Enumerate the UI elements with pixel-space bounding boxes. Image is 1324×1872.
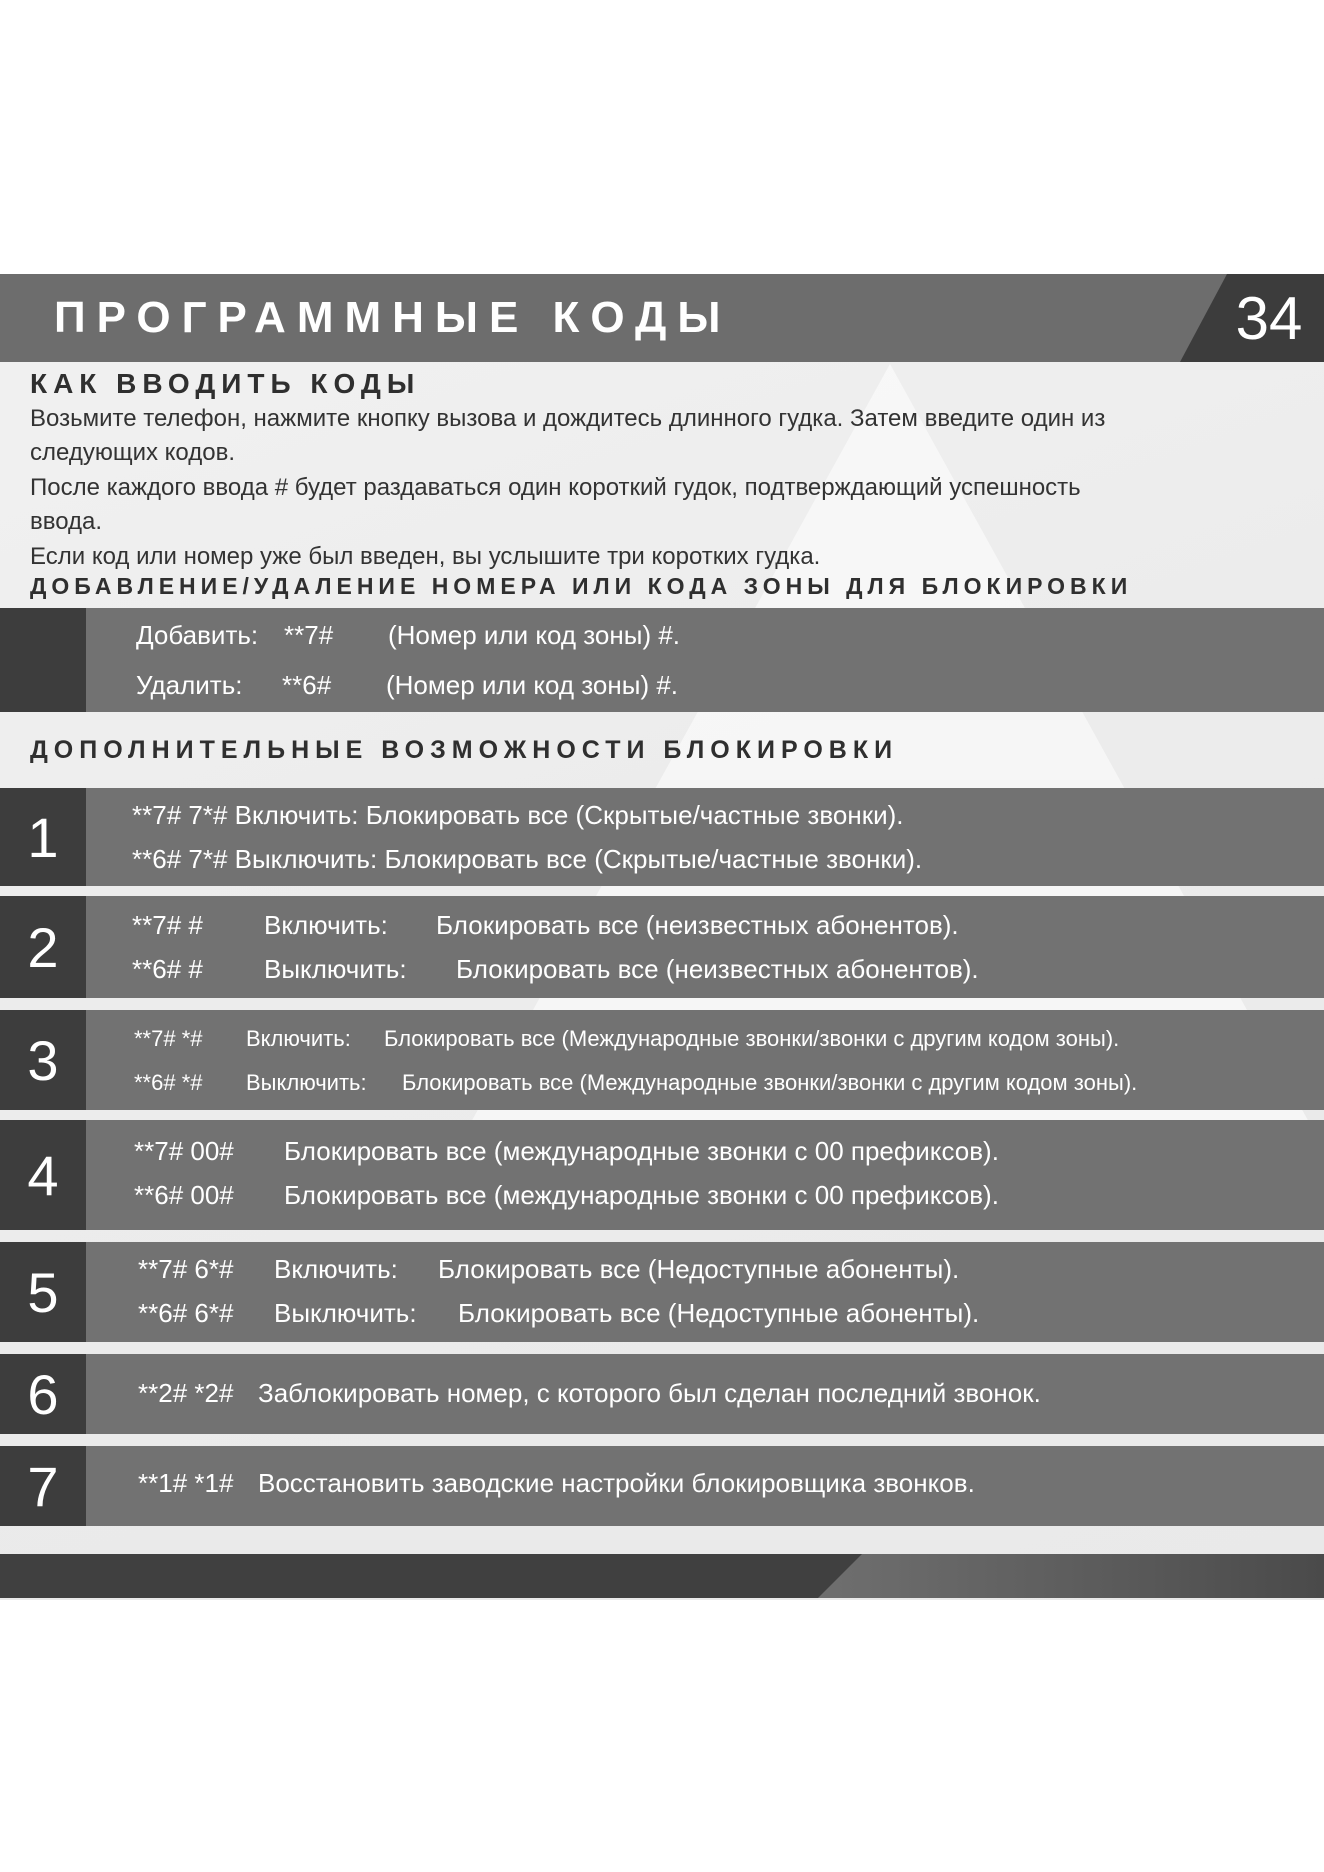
option-line [132,952,979,986]
option-row-6 [0,1354,1324,1434]
how-to-line: Если код или номер уже был введен, вы услышите три коротких гудка. [30,543,821,570]
footer-bar [0,1554,1324,1598]
description: Блокировать все (неизвестных абонентов). [456,954,979,984]
page-number: 34 [1235,285,1303,352]
description: Блокировать все (Скрытые/частные звонки). [384,844,923,874]
remove-code: **6# [282,670,332,700]
code: **7# # [132,910,203,940]
add-label: Добавить: [136,620,259,650]
action: Включить: [246,1026,351,1051]
code: **1# *1# [138,1468,234,1498]
code: **6# *# [134,1070,203,1095]
option-number: 2 [0,896,86,998]
code: **6# 00# [134,1180,234,1210]
option-line [134,1022,1119,1056]
add-code: **7# [284,620,334,650]
action: Включить: [234,800,359,830]
option-line [132,842,922,876]
how-to-line: ввода. [30,508,103,535]
option-line [138,1296,979,1330]
footer-accent [818,1554,1324,1598]
how-to-line: После каждого ввода # будет раздаваться один короткий гудок, подтверждающий успешность [30,474,1081,501]
option-number: 6 [0,1354,86,1434]
how-to-heading: КАК ВВОДИТЬ КОДЫ [30,368,421,399]
description: Заблокировать номер, с которого был сделан последний звонок. [258,1378,1041,1408]
option-number: 1 [0,788,86,886]
option-row-3 [0,1010,1324,1110]
code: **2# *2# [138,1378,234,1408]
action: Выключить: [234,844,378,874]
option-number: 7 [0,1446,86,1526]
page-title: ПРОГРАММНЫЕ КОДЫ [54,293,732,342]
action: Выключить: [264,954,407,984]
option-line [132,798,903,832]
remove-line [136,668,678,702]
option-number: 3 [0,1010,86,1110]
add-remove-block [0,608,1324,712]
description: Блокировать все (международные звонки с 00 префиксов). [284,1136,999,1166]
description: Блокировать все (Недоступные абоненты). [458,1298,980,1328]
how-to-line: следующих кодов. [30,439,236,466]
code: **6# 7*# [132,844,228,874]
code: **7# 00# [134,1136,234,1166]
remove-label: Удалить: [136,670,243,700]
remove-text: (Номер или код зоны) #. [386,670,679,700]
option-line [132,908,959,942]
option-number: 5 [0,1242,86,1342]
description: Блокировать все (Скрытые/частные звонки). [365,800,904,830]
description: Блокировать все (Недоступные абоненты). [438,1254,960,1284]
add-remove-heading: ДОБАВЛЕНИЕ/УДАЛЕНИЕ НОМЕРА ИЛИ КОДА ЗОНЫ ДЛЯ БЛОКИРОВКИ [30,573,1133,599]
code: **7# *# [134,1026,203,1051]
option-number: 4 [0,1120,86,1230]
option-line [138,1466,975,1500]
option-row-2 [0,896,1324,998]
option-line [138,1252,959,1286]
option-line [134,1178,999,1212]
option-row-5 [0,1242,1324,1342]
option-line [138,1376,1041,1410]
code: **7# 6*# [138,1254,234,1284]
description: Блокировать все (международные звонки с 00 префиксов). [284,1180,999,1210]
add-line [136,618,680,652]
option-line [134,1066,1137,1100]
option-row-4 [0,1120,1324,1230]
description: Восстановить заводские настройки блокировщика звонков. [258,1468,975,1498]
how-to-line: Возьмите телефон, нажмите кнопку вызова и дождитесь длинного гудка. Затем введите один из [30,405,1106,432]
add-remove-marker [0,608,86,712]
description: Блокировать все (Международные звонки/звонки с другим кодом зоны). [384,1026,1120,1051]
add-text: (Номер или код зоны) #. [388,620,681,650]
action: Выключить: [246,1070,367,1095]
option-line [134,1134,999,1168]
action: Выключить: [274,1298,417,1328]
code: **7# 7*# [132,800,228,830]
description: Блокировать все (неизвестных абонентов). [436,910,959,940]
code: **6# # [132,954,203,984]
action: Включить: [264,910,388,940]
extra-heading: ДОПОЛНИТЕЛЬНЫЕ ВОЗМОЖНОСТИ БЛОКИРОВКИ [30,736,899,764]
code: **6# 6*# [138,1298,234,1328]
description: Блокировать все (Международные звонки/звонки с другим кодом зоны). [402,1070,1138,1095]
option-row-7 [0,1446,1324,1526]
option-row-1 [0,788,1324,886]
action: Включить: [274,1254,398,1284]
